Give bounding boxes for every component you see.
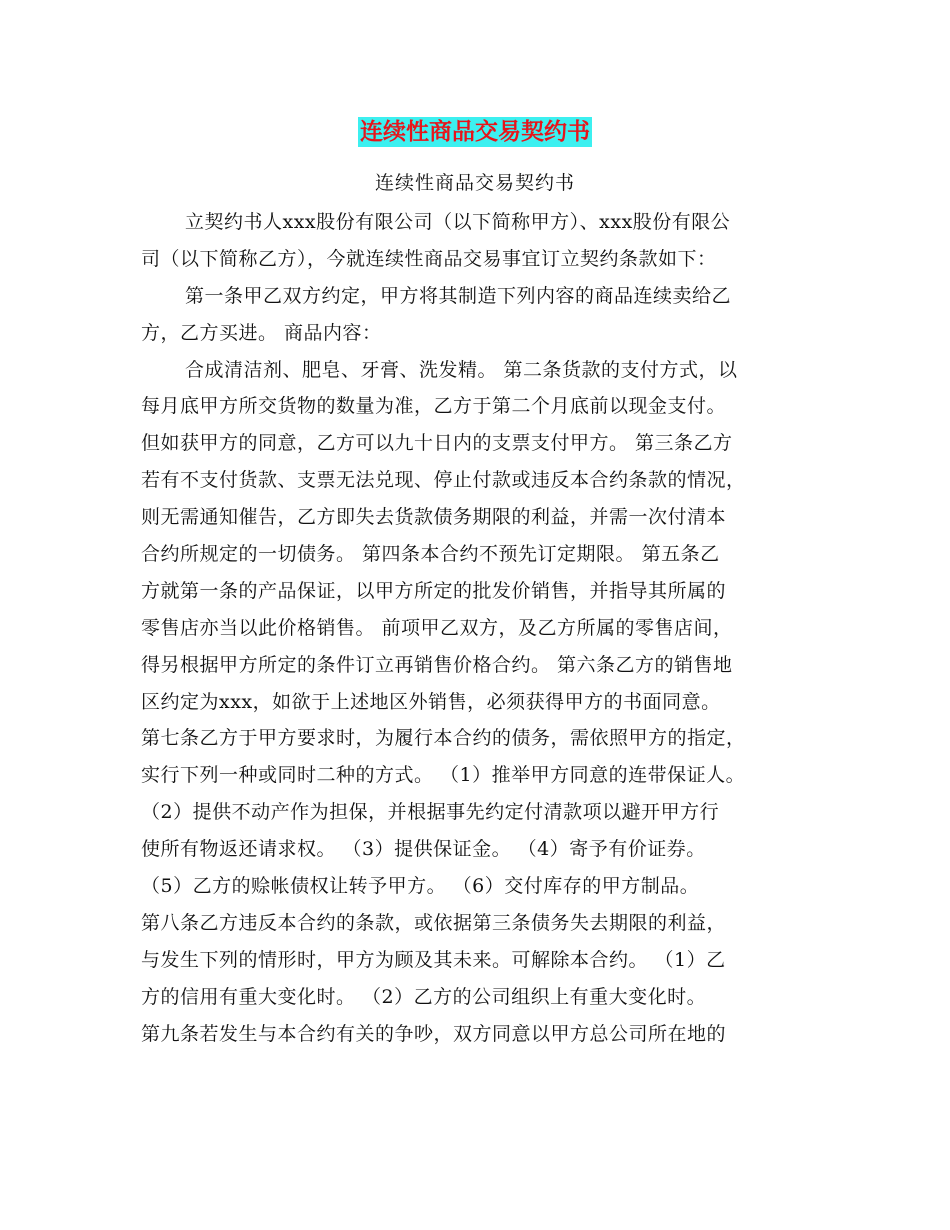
body-line: 区约定为xxx，如欲于上述地区外销售，必须获得甲方的书面同意。 <box>141 690 721 713</box>
body-line: 第一条甲乙双方约定，甲方将其制造下列内容的商品连续卖给乙 <box>185 284 732 307</box>
body-line: 方，乙方买进。 商品内容： <box>141 321 382 344</box>
body-line: 得另根据甲方所定的条件订立再销售价格合约。 第六条乙方的销售地 <box>141 653 733 676</box>
body-line: 立契约书人xxx股份有限公司（以下简称甲方）、xxx股份有限公 <box>185 211 731 233</box>
body-line: 第八条乙方违反本合约的条款，或依据第三条债务失去期限的利益， <box>141 911 727 934</box>
document-title-text: 连续性商品交易契约书 <box>360 119 590 145</box>
body-line: 使所有物返还请求权。 （3）提供保证金。 （4）寄予有价证券。 <box>141 838 706 861</box>
body-line: 合约所规定的一切债务。 第四条本合约不预先订定期限。 第五条乙 <box>141 543 720 566</box>
document-subtitle: 连续性商品交易契约书 <box>374 172 575 194</box>
body-line: 但如获甲方的同意，乙方可以九十日内的支票支付甲方。 第三条乙方 <box>141 432 733 455</box>
body-line: 方的信用有重大变化时。 （2）乙方的公司组织上有重大变化时。 <box>141 985 707 1008</box>
body-line: 零售店亦当以此价格销售。 前项甲乙双方，及乙方所属的零售店间， <box>141 616 733 639</box>
body-line: 司（以下简称乙方），今就连续性商品交易事宜订立契约条款如下： <box>141 247 717 270</box>
body-line: （5）乙方的赊帐债权让转予甲方。 （6）交付库存的甲方制品。 <box>141 875 700 898</box>
body-line: 与发生下列的情形时，甲方为顾及其未来。可解除本合约。 （1）乙 <box>141 948 726 971</box>
body-line: 实行下列一种或同时二种的方式。 （1）推举甲方同意的连带保证人。 <box>141 764 746 787</box>
body-line: 合成清洁剂、肥皂、牙膏、洗发精。 第二条货款的支付方式，以 <box>185 358 738 381</box>
body-line: 若有不支付货款、支票无法兑现、停止付款或违反本合约条款的情况， <box>141 469 746 492</box>
body-line: 第七条乙方于甲方要求时，为履行本合约的债务，需依照甲方的指定， <box>141 727 746 750</box>
document-title <box>0 112 950 147</box>
body-line: 则无需通知催告，乙方即失去货款债务期限的利益，并需一次付清本 <box>141 506 727 529</box>
body-line: 每月底甲方所交货物的数量为准，乙方于第二个月底前以现金支付。 <box>141 395 727 418</box>
body-line: （2）提供不动产作为担保，并根据事先约定付清款项以避开甲方行 <box>141 801 720 824</box>
body-line: 方就第一条的产品保证，以甲方所定的批发价销售，并指导其所属的 <box>141 579 727 602</box>
document-body <box>141 204 811 1052</box>
body-line: 第九条若发生与本合约有关的争吵，双方同意以甲方总公司所在地的 <box>141 1022 727 1045</box>
